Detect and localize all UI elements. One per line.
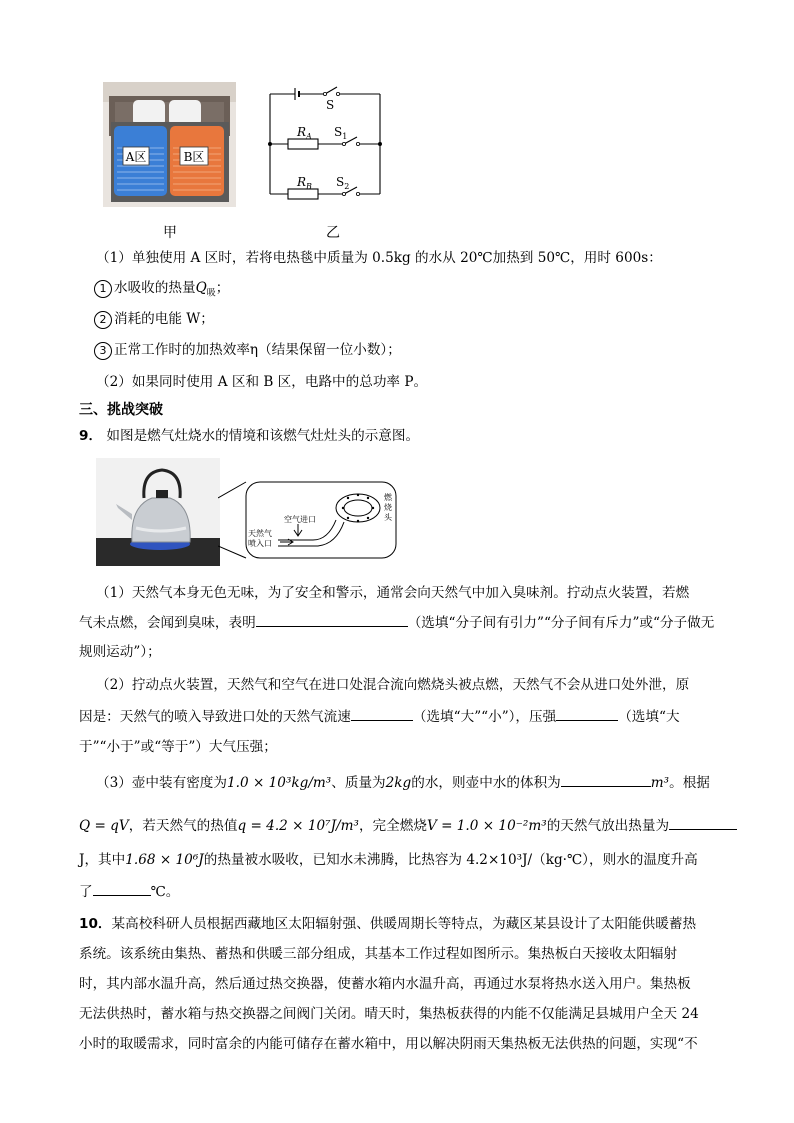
q10-line5: 小时的取暖需求，同时富余的内能可储存在蓄水箱中，用以解决阴雨天集热板无法供热的问题，实现“不 — [79, 1036, 698, 1052]
q9-p2-line3: 于”“小于”或“等于”）大气压强； — [79, 739, 277, 755]
burner-label-1: 燃 — [384, 493, 392, 502]
answer-blank[interactable] — [256, 612, 408, 627]
gas-inlet-label-2: 喷入口 — [248, 539, 272, 548]
switch-s-label: S — [326, 98, 335, 112]
burner-label-3: 头 — [384, 513, 392, 522]
q10-line2: 系统。该系统由集热、蓄热和供暖三部分组成，其基本工作过程如图所示。集热板白天接收太阳辐射 — [79, 946, 678, 962]
q8-step3: 3 正常工作时的加热效率η（结果保留一位小数）； — [94, 340, 401, 360]
zone-b-label: B区 — [183, 150, 205, 164]
q8-part1: （1）单独使用 A 区时，若将电热毯中质量为 0.5kg 的水从 20℃加热到 50℃，用时 600s： — [96, 250, 662, 266]
figure-electric-blanket — [103, 82, 236, 207]
figure-burner-schematic — [218, 480, 398, 562]
answer-blank[interactable] — [669, 815, 737, 830]
step-number: 2 — [94, 311, 112, 329]
q9-p1-line3: 规则运动”）； — [79, 644, 161, 660]
q8-step2: 2 消耗的电能 W； — [94, 309, 214, 329]
resistor-a-label: $R_A$ — [297, 125, 312, 141]
q10-line4: 无法供热时，蓄水箱与热交换器之间阀门关闭。晴天时，集热板获得的内能不仅能满足县城用户全天 24 — [79, 1006, 699, 1022]
figure-kettle-photo — [96, 458, 220, 566]
q8-step1: 1 水吸收的热量$Q_吸$； — [94, 278, 229, 304]
step-number: 1 — [94, 280, 112, 298]
burner-label-2: 烧 — [384, 503, 392, 512]
q9-stem: 9． 如图是燃气灶烧水的情境和该燃气灶灶头的示意图。 — [79, 428, 420, 444]
answer-blank[interactable] — [561, 772, 651, 787]
answer-blank[interactable] — [556, 706, 618, 721]
air-inlet-label: 空气进口 — [284, 515, 316, 524]
q9-p1-line2: 气未点燃，会闻到臭味，表明 （选填“分子间有引力”“分子间有斥力”或“分子做无 — [79, 612, 714, 633]
zone-a-label: A区 — [125, 150, 147, 164]
caption-jia: 甲 — [163, 225, 177, 241]
gas-inlet-label-1: 天然气 — [248, 529, 272, 538]
q9-p2-line2: 因是：天然气的喷入导致进口处的天然气流速 （选填“大”“小”），压强 （选填“大 — [79, 706, 680, 727]
resistor-b-label: $R_B$ — [297, 175, 312, 191]
step-number: 3 — [94, 342, 112, 360]
q9-p3-line3: J，其中1.68 × 10⁶J的热量被水吸收，已知水未沸腾，比热容为 4.2×10³J/（kg·℃），则水的温度升高 — [79, 852, 698, 868]
q8-part2: （2）如果同时使用 A 区和 B 区，电路中的总功率 P。 — [96, 374, 428, 390]
section-heading: 三、挑战突破 — [79, 402, 163, 418]
answer-blank[interactable] — [93, 881, 151, 896]
caption-yi: 乙 — [326, 225, 340, 241]
q9-p2-line1: （2）拧动点火装置，天然气和空气在进口处混合流向燃烧头被点燃，天然气不会从进口处外泄，原 — [96, 677, 690, 693]
q10-line1: 10．某高校科研人员根据西藏地区太阳辐射强、供暖周期长等特点，为藏区某县设计了太阳能供暖蓄热 — [79, 916, 697, 932]
q9-p3-line1: （3）壶中装有密度为1.0 × 10³kg/m³、质量为2kg的水，则壶中水的体积为 m³。根据 — [96, 772, 710, 793]
figure-circuit-diagram — [262, 82, 387, 207]
q10-line3: 时，其内部水温升高，然后通过热交换器，使蓄水箱内水温升高，再通过水泵将热水送入用户。集热板 — [79, 976, 691, 992]
switch-s1-label: $S_1$ — [334, 125, 348, 141]
answer-blank[interactable] — [351, 706, 413, 721]
switch-s2-label: $S_2$ — [336, 175, 350, 191]
q9-p1-line1: （1）天然气本身无色无味，为了安全和警示，通常会向天然气中加入臭味剂。拧动点火装置，若燃 — [96, 585, 690, 601]
q9-p3-line4: 了 ℃。 — [79, 881, 179, 902]
q9-p3-line2: Q = qV，若天然气的热值q = 4.2 × 10⁷J/m³，完全燃烧V = 1.0 × 10⁻²m³的天然气放出热量为 — [79, 815, 737, 836]
